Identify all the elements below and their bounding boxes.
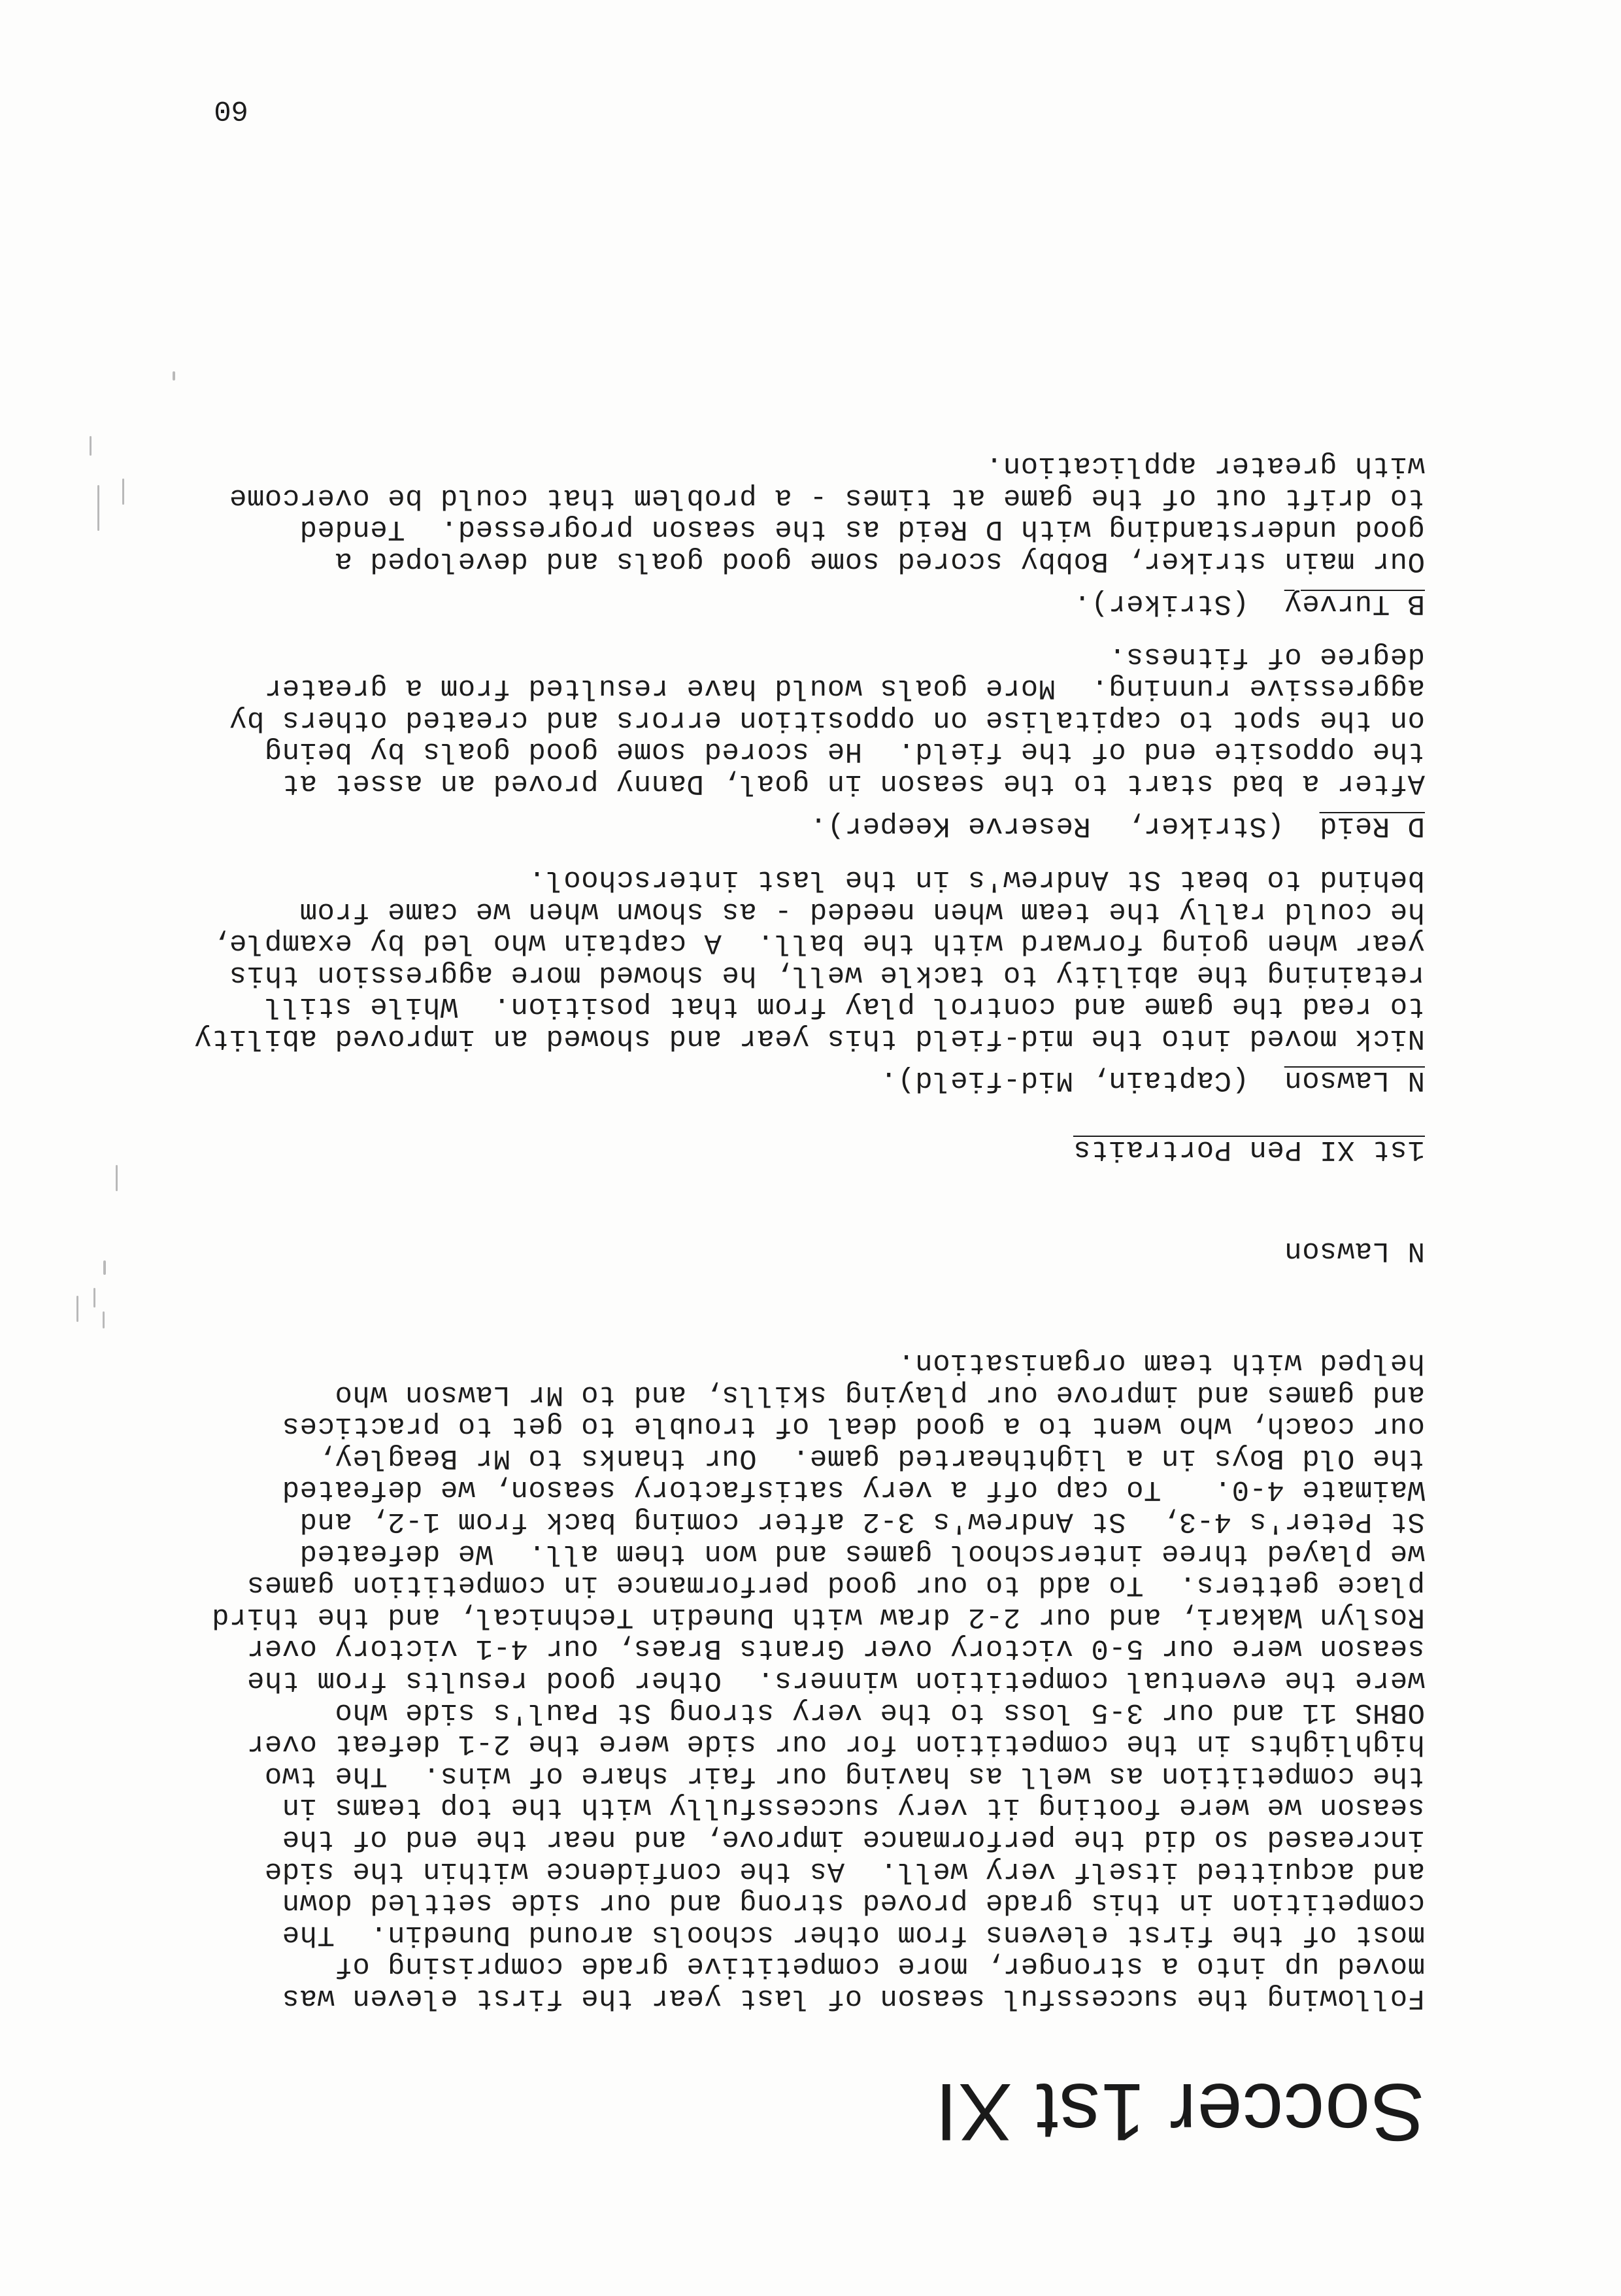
text-line: to drift out of the game at times - a problem that could be overcome <box>229 481 1425 514</box>
scan-speck <box>90 436 92 456</box>
text-line: good understanding with D Reid as the season progressed. Tended <box>299 513 1425 546</box>
scan-speck <box>103 1311 105 1328</box>
portrait-heading-turvey <box>183 587 1425 619</box>
author-signature: N Lawson <box>1284 1234 1425 1267</box>
text-line: our coach, who went to a good deal of trouble to get to practices <box>282 1410 1425 1443</box>
portrait-text-reid <box>183 640 1425 799</box>
scan-speck <box>122 479 124 505</box>
text-line: year when going forward with the ball. A captain who led by example, <box>211 926 1425 960</box>
page-heading: Soccer 1st XI <box>934 2067 1425 2157</box>
text-line: Following the successful season of last year the first eleven was <box>282 1982 1425 2014</box>
text-line: season were our 5-0 victory over Grants Braes, our 4-1 victory over <box>246 1632 1425 1665</box>
text-line: aggressive running. More goals would have resulted from a greater <box>264 671 1425 705</box>
player-name: D Reid <box>1319 809 1425 842</box>
text-line: competition in this grade proved strong and our side settled down <box>282 1886 1425 1919</box>
text-line: After a bad start to the season in goal, Danny proved an asset at <box>282 767 1425 800</box>
text-line: place getters. To add to our good performance in competition games <box>246 1568 1425 1602</box>
portrait-heading-lawson <box>183 1064 1425 1096</box>
intro-paragraph <box>183 1347 1425 2014</box>
text-line: moved up into a stronger, more competitive grade comprising of <box>334 1950 1425 1983</box>
player-role: (Striker, Reserve Keeper). <box>809 809 1284 842</box>
scan-speck <box>93 1288 95 1308</box>
text-line: he could rally the team when needed - as shown when we came from <box>299 894 1425 928</box>
portrait-heading-reid <box>183 809 1425 841</box>
text-line: on the spot to capitalise on opposition errors and created others by <box>229 703 1425 736</box>
text-line: Roslyn Wakari, and our 2-2 draw with Dunedin Technical, and the third <box>211 1600 1425 1633</box>
text-line: were the eventual competition winners. Other good results from the <box>246 1664 1425 1697</box>
text-line: the opposite end of the field. He scored some good goals by being <box>264 735 1425 768</box>
text-line: to read the game and control play from that position. While still <box>264 990 1425 1023</box>
section-heading <box>183 1133 1425 1165</box>
text-line: the competition as well as having our fair share of wins. The two <box>264 1759 1425 1792</box>
text-line: OBHS 11 and our 3-5 loss to the very strong St Paul's side who <box>334 1695 1425 1729</box>
text-line: with greater application. <box>985 449 1425 482</box>
text-line: behind to beat St Andrew's in the last interschool. <box>527 863 1425 896</box>
text-line: highlights in the competition for our side were the 2-1 defeat over <box>246 1727 1425 1761</box>
text-line: degree of fitness. <box>1108 639 1425 673</box>
player-role: (Captain, Mid-field). <box>879 1064 1249 1096</box>
text-line: Our main striker, Bobby scored some good goals and developed a <box>334 545 1425 577</box>
text-line: the Old Boys in a lighthearted game. Our thanks to Mr Beagley, <box>317 1441 1425 1474</box>
text-line: and games and improve our playing skills, and to Mr Lawson who <box>334 1377 1425 1411</box>
portrait-text-lawson <box>183 863 1425 1054</box>
text-line: retaining the ability to tackle well, he showed more aggression this <box>229 958 1425 991</box>
scan-speck <box>76 1296 78 1322</box>
text-line: Waimate 4-0. To cap off a very satisfactory season, we defeated <box>282 1473 1425 1506</box>
portrait-text-turvey <box>183 450 1425 577</box>
scan-speck <box>116 1165 118 1191</box>
section-heading-text: 1st XI Pen Portraits <box>1073 1133 1425 1166</box>
text-line: increased so did the performance improve, and near the end of the <box>282 1823 1425 1856</box>
text-line: season we were footing it very successfully with the top teams in <box>282 1791 1425 1824</box>
player-name: B Turvey <box>1284 587 1425 620</box>
player-role: (Striker). <box>1073 587 1249 620</box>
text-line: we played three interschool games and won them all. We defeated <box>299 1536 1425 1570</box>
page-number: 60 <box>214 93 248 126</box>
text-line: St Peter's 4-3, St Andrew's 3-2 after coming back from 1-2, and <box>299 1505 1425 1538</box>
scan-speck <box>97 485 99 531</box>
scan-speck <box>173 371 175 380</box>
text-line: Nick moved into the mid-field this year and showed an improved ability <box>193 1022 1425 1055</box>
text-line: and acquitted itself very well. As the confidence within the side <box>264 1854 1425 1887</box>
text-line: helped with team organisation. <box>897 1346 1425 1379</box>
text-line: most of the first elevens from other schools around Dunedin. The <box>282 1917 1425 1951</box>
player-name: N Lawson <box>1284 1064 1425 1096</box>
scan-speck <box>103 1260 106 1275</box>
